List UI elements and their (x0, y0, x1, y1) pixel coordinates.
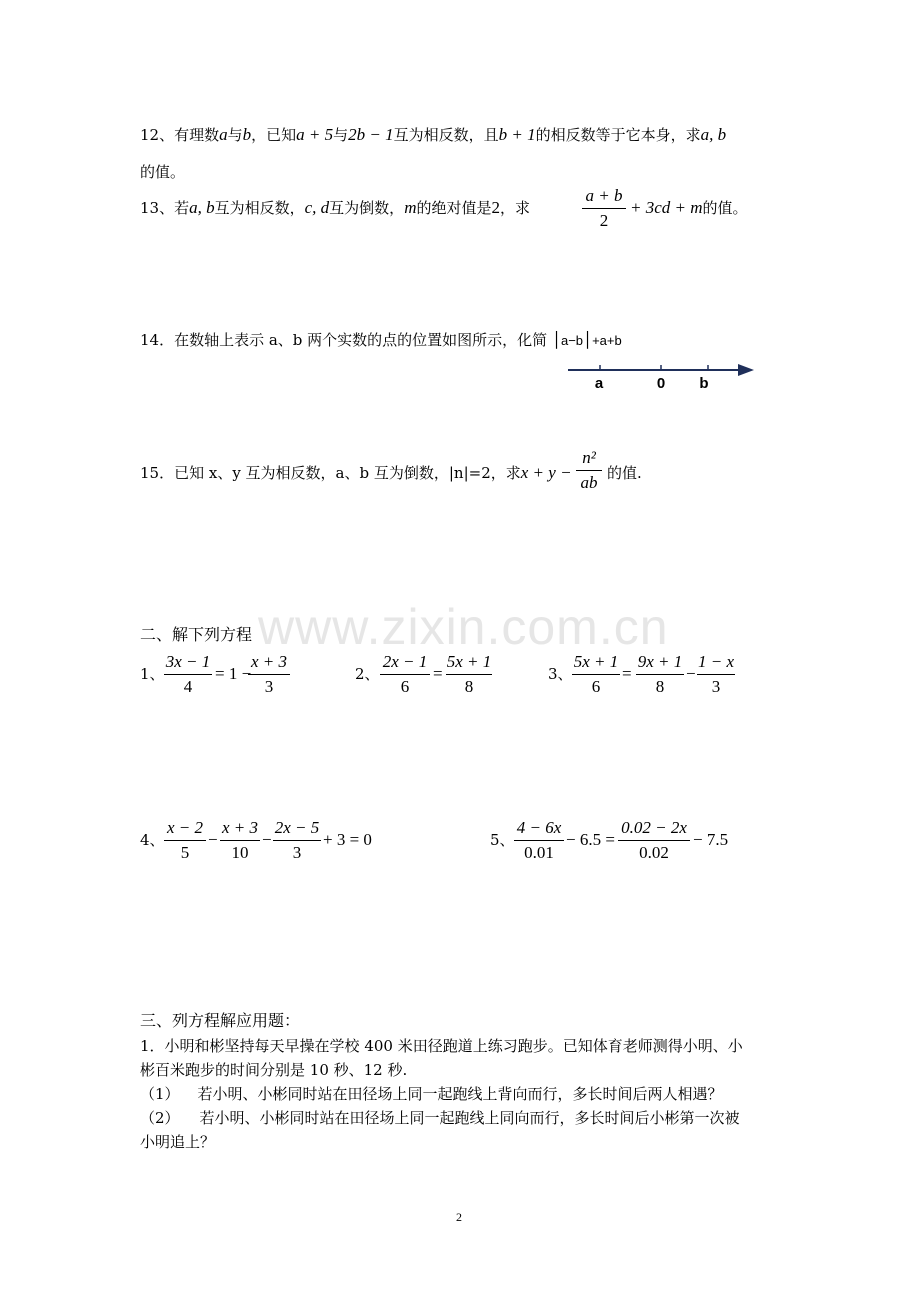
eq4-fraction-3 (273, 818, 321, 863)
q14-bar-right: │ (583, 331, 593, 349)
q12-number: 12、 (140, 126, 175, 144)
q13-text-3: 互为倒数， (329, 199, 405, 217)
q12-text-6: 的相反数等于它本身，求 (535, 126, 701, 144)
q13-frac-numerator: a + b (585, 186, 623, 205)
sub-question-2-text: 若小明、小彬同时站在田径场上同一起跑线上同向而行，多长时间后小彬第一次被 (199, 1109, 740, 1127)
eq5-f2-denominator: 0.02 (639, 843, 669, 862)
eq1-f2-bar (248, 674, 290, 675)
q15-expr: x + y − (520, 463, 572, 482)
q12-text-2: 与 (227, 126, 243, 144)
eq5-f1-numerator: 4 − 6x (516, 818, 562, 837)
q12-text-5: 互为相反数，且 (393, 126, 499, 144)
eq4-f1-denominator: 5 (180, 843, 190, 862)
sub-question-2 (140, 1108, 740, 1128)
q13-text-1: 若 (174, 199, 190, 217)
number-line-arrow-icon (738, 364, 754, 376)
q14-expr: a−b (560, 333, 584, 348)
problem-1-line-2: 彬百米跑步的时间分别是 10 秒、12 秒. (140, 1061, 408, 1079)
q13-text-2: 互为相反数， (214, 199, 305, 217)
eq2-f1-bar (380, 674, 430, 675)
eq3-f3-denominator: 3 (711, 677, 721, 696)
eq4-f3-numerator: 2x − 5 (274, 818, 320, 837)
q13-frac-bar (582, 208, 626, 209)
eq3-fraction-2 (636, 652, 684, 697)
eq1-middle: = 1 − (215, 664, 252, 683)
section-2-title: 二、解下列方程 (140, 625, 253, 644)
eq5-tail: − 7.5 (693, 830, 729, 849)
label-0: 0 (656, 375, 666, 392)
q13-text-4: 的绝对值是 (416, 199, 492, 217)
q13-tail-expr: + 3cd + m (630, 198, 703, 217)
eq3-f2-bar (636, 674, 684, 675)
eq5-fraction-1 (514, 818, 564, 863)
problem-1-line-1: 1．小明和彬坚持每天早操在学校 400 米田径跑道上练习跑步。已知体育老师测得小明、小 (140, 1037, 743, 1055)
eq2-f1-denominator: 6 (400, 677, 410, 696)
page-number: 2 (456, 1210, 462, 1224)
eq1-fraction-1 (164, 652, 212, 697)
eq4-number: 4、 (140, 831, 165, 849)
eq3-fraction-3 (697, 652, 735, 697)
eq2-f2-bar (446, 674, 492, 675)
eq2-f2-denominator: 8 (464, 677, 474, 696)
q13-var-ab: a, b (189, 198, 215, 217)
eq1-f1-denominator: 4 (183, 677, 193, 696)
eq2-middle: = (433, 664, 443, 683)
label-b: b (699, 375, 709, 392)
eq3-f1-bar (572, 674, 620, 675)
q13-text-5: ，求 (499, 199, 530, 217)
eq4-fraction-2 (220, 818, 260, 863)
eq4-f2-denominator: 10 (231, 843, 249, 862)
q14-bar-left: │ (551, 331, 561, 349)
question-12 (140, 125, 726, 145)
q14-tail: +a+b (592, 333, 622, 348)
q13-frac-denominator: 2 (599, 211, 609, 230)
eq3-number: 3、 (548, 665, 573, 683)
q13-tail (630, 198, 748, 218)
eq4-minus-2: − (262, 830, 272, 849)
sub-question-2-number: （2） (140, 1109, 180, 1127)
eq4-f1-numerator: x − 2 (166, 818, 204, 837)
eq3-f2-numerator: 9x + 1 (637, 652, 683, 671)
eq4-fraction-1 (164, 818, 206, 863)
q15-text: 15．已知 x、y 互为相反数，a、b 互为倒数，|n|=2，求 (140, 464, 521, 482)
eq4-f3-denominator: 3 (292, 843, 302, 862)
q13-fraction (582, 186, 626, 231)
sub-question-1-text: 若小明、小彬同时站在田径场上同一起跑线上背向而行，多长时间后两人相遇？ (197, 1085, 723, 1103)
eq2-fraction-1 (380, 652, 430, 697)
eq4-f1-bar (164, 840, 206, 841)
q12-expr-4: a, b (700, 125, 727, 144)
q12-text-3: ，已知 (251, 126, 297, 144)
question-15 (140, 463, 572, 483)
sub-question-2-line-2: 小明追上？ (140, 1133, 216, 1151)
eq4-f2-numerator: x + 3 (221, 818, 259, 837)
sub-question-1 (140, 1084, 723, 1104)
eq3-middle-2: − (686, 664, 696, 683)
q12-expr-3: b + 1 (498, 125, 536, 144)
eq2-f1-numerator: 2x − 1 (382, 652, 428, 671)
eq1-f2-denominator: 3 (264, 677, 274, 696)
eq1-f1-numerator: 3x − 1 (165, 652, 211, 671)
eq3-middle-1: = (622, 664, 632, 683)
q12-var-a: a (219, 125, 228, 144)
number-line (566, 358, 760, 394)
q13-text-6: 的值。 (702, 199, 748, 217)
eq1-f1-bar (164, 674, 212, 675)
eq4-f3-bar (273, 840, 321, 841)
label-a: a (594, 375, 604, 392)
eq5-f2-bar (618, 840, 690, 841)
eq5-f1-denominator: 0.01 (524, 843, 554, 862)
q15-frac-bar (576, 470, 602, 471)
eq3-f1-numerator: 5x + 1 (573, 652, 619, 671)
q14-text: 14．在数轴上表示 a、b 两个实数的点的位置如图所示，化简 (140, 331, 548, 349)
eq4-tail: + 3 = 0 (323, 830, 372, 849)
eq1-number: 1、 (140, 665, 165, 683)
q12-var-b: b (242, 125, 252, 144)
sub-question-1-number: （1） (140, 1085, 180, 1103)
eq5-number: 5、 (490, 831, 515, 849)
q12-line-2: 的值。 (140, 163, 186, 181)
eq2-number: 2、 (355, 665, 380, 683)
q12-text-4: 与 (333, 126, 349, 144)
q13-var-m: m (404, 198, 417, 217)
eq5-f1-bar (514, 840, 564, 841)
eq3-f3-bar (697, 674, 735, 675)
eq3-f2-denominator: 8 (655, 677, 665, 696)
q15-tail: 的值. (607, 464, 642, 482)
eq3-f1-denominator: 6 (591, 677, 601, 696)
q12-text-1: 有理数 (174, 126, 220, 144)
eq1-fraction-2 (248, 652, 290, 697)
eq4-minus-1: − (208, 830, 218, 849)
section-3-title: 三、列方程解应用题： (140, 1011, 301, 1030)
eq2-f2-numerator: 5x + 1 (446, 652, 492, 671)
question-14 (140, 330, 622, 351)
q15-frac-numerator: n² (582, 448, 596, 467)
watermark-text: www.zixin.com.cn (258, 599, 669, 655)
q13-number: 13、 (140, 199, 175, 217)
eq4-f2-bar (220, 840, 260, 841)
q13-var-cd: c, d (304, 198, 330, 217)
eq3-fraction-1 (572, 652, 620, 697)
q12-expr-2: 2b − 1 (348, 125, 394, 144)
q15-fraction (576, 448, 602, 493)
question-13 (140, 198, 530, 218)
q13-value-2: 2 (491, 198, 500, 217)
eq5-fraction-2 (618, 818, 690, 863)
eq2-fraction-2 (446, 652, 492, 697)
eq1-f2-numerator: x + 3 (250, 652, 288, 671)
q12-expr-1: a + 5 (296, 125, 334, 144)
q15-frac-denominator: ab (580, 473, 598, 492)
eq3-f3-numerator: 1 − x (697, 652, 735, 671)
eq5-middle: − 6.5 = (566, 830, 615, 849)
eq5-f2-numerator: 0.02 − 2x (621, 818, 687, 837)
